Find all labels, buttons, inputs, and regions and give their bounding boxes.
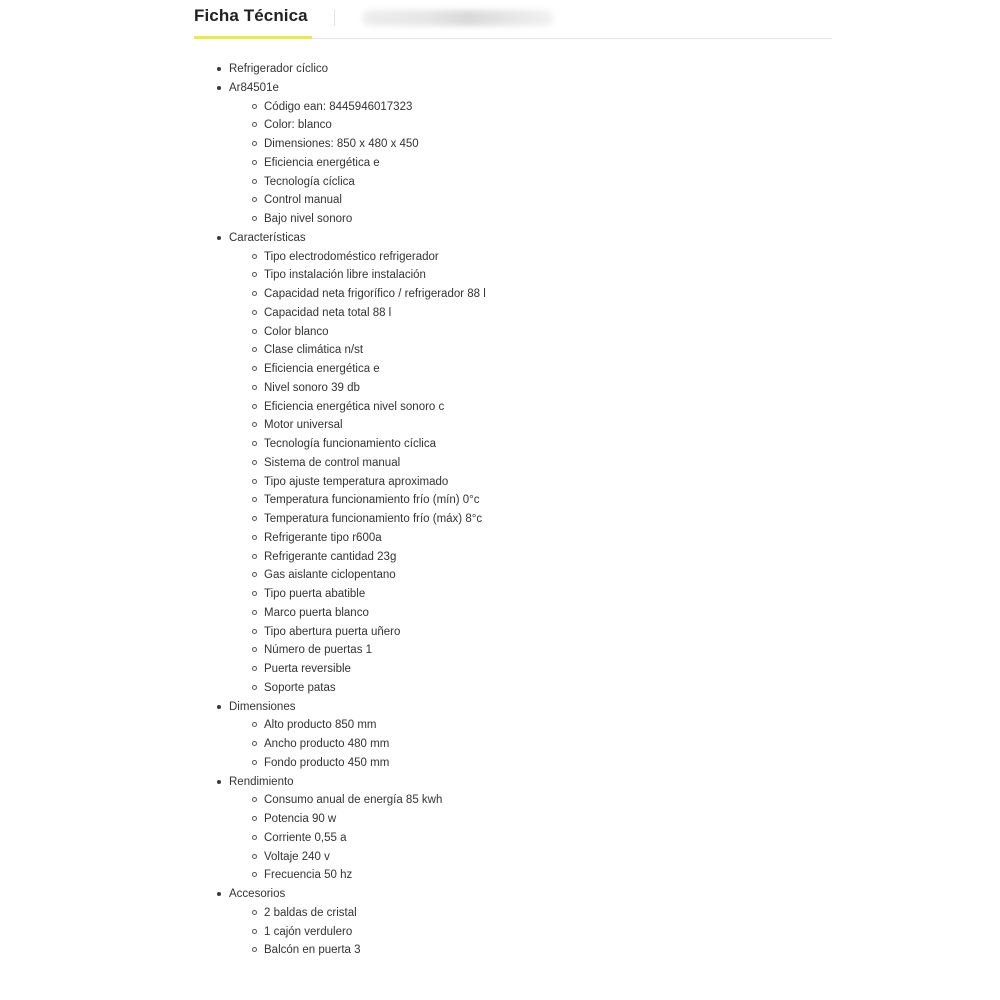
spec-section-label: Características <box>0 229 1000 248</box>
spec-item: Marco puerta blanco <box>0 604 1000 623</box>
spec-item: Tipo instalación libre instalación <box>0 266 1000 285</box>
spec-item: Dimensiones: 850 x 480 x 450 <box>0 135 1000 154</box>
spec-item: Motor universal <box>0 416 1000 435</box>
spec-list <box>0 60 1000 960</box>
spec-item: Tecnología funcionamiento cíclica <box>0 435 1000 454</box>
spec-item: Nivel sonoro 39 db <box>0 379 1000 398</box>
spec-item: Código ean: 8445946017323 <box>0 98 1000 117</box>
spec-section <box>0 885 1000 960</box>
active-tab-indicator <box>194 36 312 39</box>
spec-sublist <box>0 98 1000 229</box>
spec-item: Eficiencia energética nivel sonoro c <box>0 398 1000 417</box>
spec-sublist <box>0 904 1000 960</box>
spec-item: 2 baldas de cristal <box>0 904 1000 923</box>
spec-section <box>0 60 1000 79</box>
spec-item: Capacidad neta frigorífico / refrigerador 88 l <box>0 285 1000 304</box>
spec-item: Potencia 90 w <box>0 810 1000 829</box>
spec-item: Tipo abertura puerta uñero <box>0 623 1000 642</box>
tab-blurred-obscured[interactable] <box>362 10 554 26</box>
spec-item: Gas aislante ciclopentano <box>0 566 1000 585</box>
spec-section-label: Ar84501e <box>0 79 1000 98</box>
spec-item: Tipo ajuste temperatura aproximado <box>0 473 1000 492</box>
spec-item: Clase climática n/st <box>0 341 1000 360</box>
spec-item: Consumo anual de energía 85 kwh <box>0 791 1000 810</box>
spec-item: Balcón en puerta 3 <box>0 941 1000 960</box>
spec-item: Refrigerante tipo r600a <box>0 529 1000 548</box>
spec-section-label: Refrigerador cíclico <box>0 60 1000 79</box>
spec-section <box>0 79 1000 229</box>
spec-section <box>0 229 1000 698</box>
spec-sublist <box>0 248 1000 698</box>
spec-list-container <box>0 60 1000 960</box>
spec-item: Tecnología cíclica <box>0 173 1000 192</box>
spec-item: Eficiencia energética e <box>0 360 1000 379</box>
spec-section-label: Dimensiones <box>0 698 1000 717</box>
spec-item: Color: blanco <box>0 116 1000 135</box>
tab-divider <box>334 10 335 26</box>
tab-bar <box>194 0 832 39</box>
spec-item: 1 cajón verdulero <box>0 923 1000 942</box>
spec-section-label: Rendimiento <box>0 773 1000 792</box>
spec-item: Sistema de control manual <box>0 454 1000 473</box>
spec-item: Color blanco <box>0 323 1000 342</box>
spec-item: Ancho producto 480 mm <box>0 735 1000 754</box>
spec-item: Control manual <box>0 191 1000 210</box>
spec-section-label: Accesorios <box>0 885 1000 904</box>
spec-section <box>0 773 1000 886</box>
spec-item: Corriente 0,55 a <box>0 829 1000 848</box>
spec-item: Número de puertas 1 <box>0 641 1000 660</box>
spec-item: Voltaje 240 v <box>0 848 1000 867</box>
spec-item: Fondo producto 450 mm <box>0 754 1000 773</box>
spec-item: Temperatura funcionamiento frío (máx) 8°c <box>0 510 1000 529</box>
spec-item: Frecuencia 50 hz <box>0 866 1000 885</box>
spec-item: Tipo puerta abatible <box>0 585 1000 604</box>
spec-sublist <box>0 791 1000 885</box>
spec-item: Soporte patas <box>0 679 1000 698</box>
spec-item: Temperatura funcionamiento frío (mín) 0°c <box>0 491 1000 510</box>
spec-item: Tipo electrodoméstico refrigerador <box>0 248 1000 267</box>
spec-section <box>0 698 1000 773</box>
spec-item: Puerta reversible <box>0 660 1000 679</box>
tab-ficha-tecnica[interactable]: Ficha Técnica <box>194 6 308 25</box>
spec-item: Bajo nivel sonoro <box>0 210 1000 229</box>
spec-item: Capacidad neta total 88 l <box>0 304 1000 323</box>
spec-item: Eficiencia energética e <box>0 154 1000 173</box>
spec-item: Refrigerante cantidad 23g <box>0 548 1000 567</box>
spec-sublist <box>0 716 1000 772</box>
spec-item: Alto producto 850 mm <box>0 716 1000 735</box>
